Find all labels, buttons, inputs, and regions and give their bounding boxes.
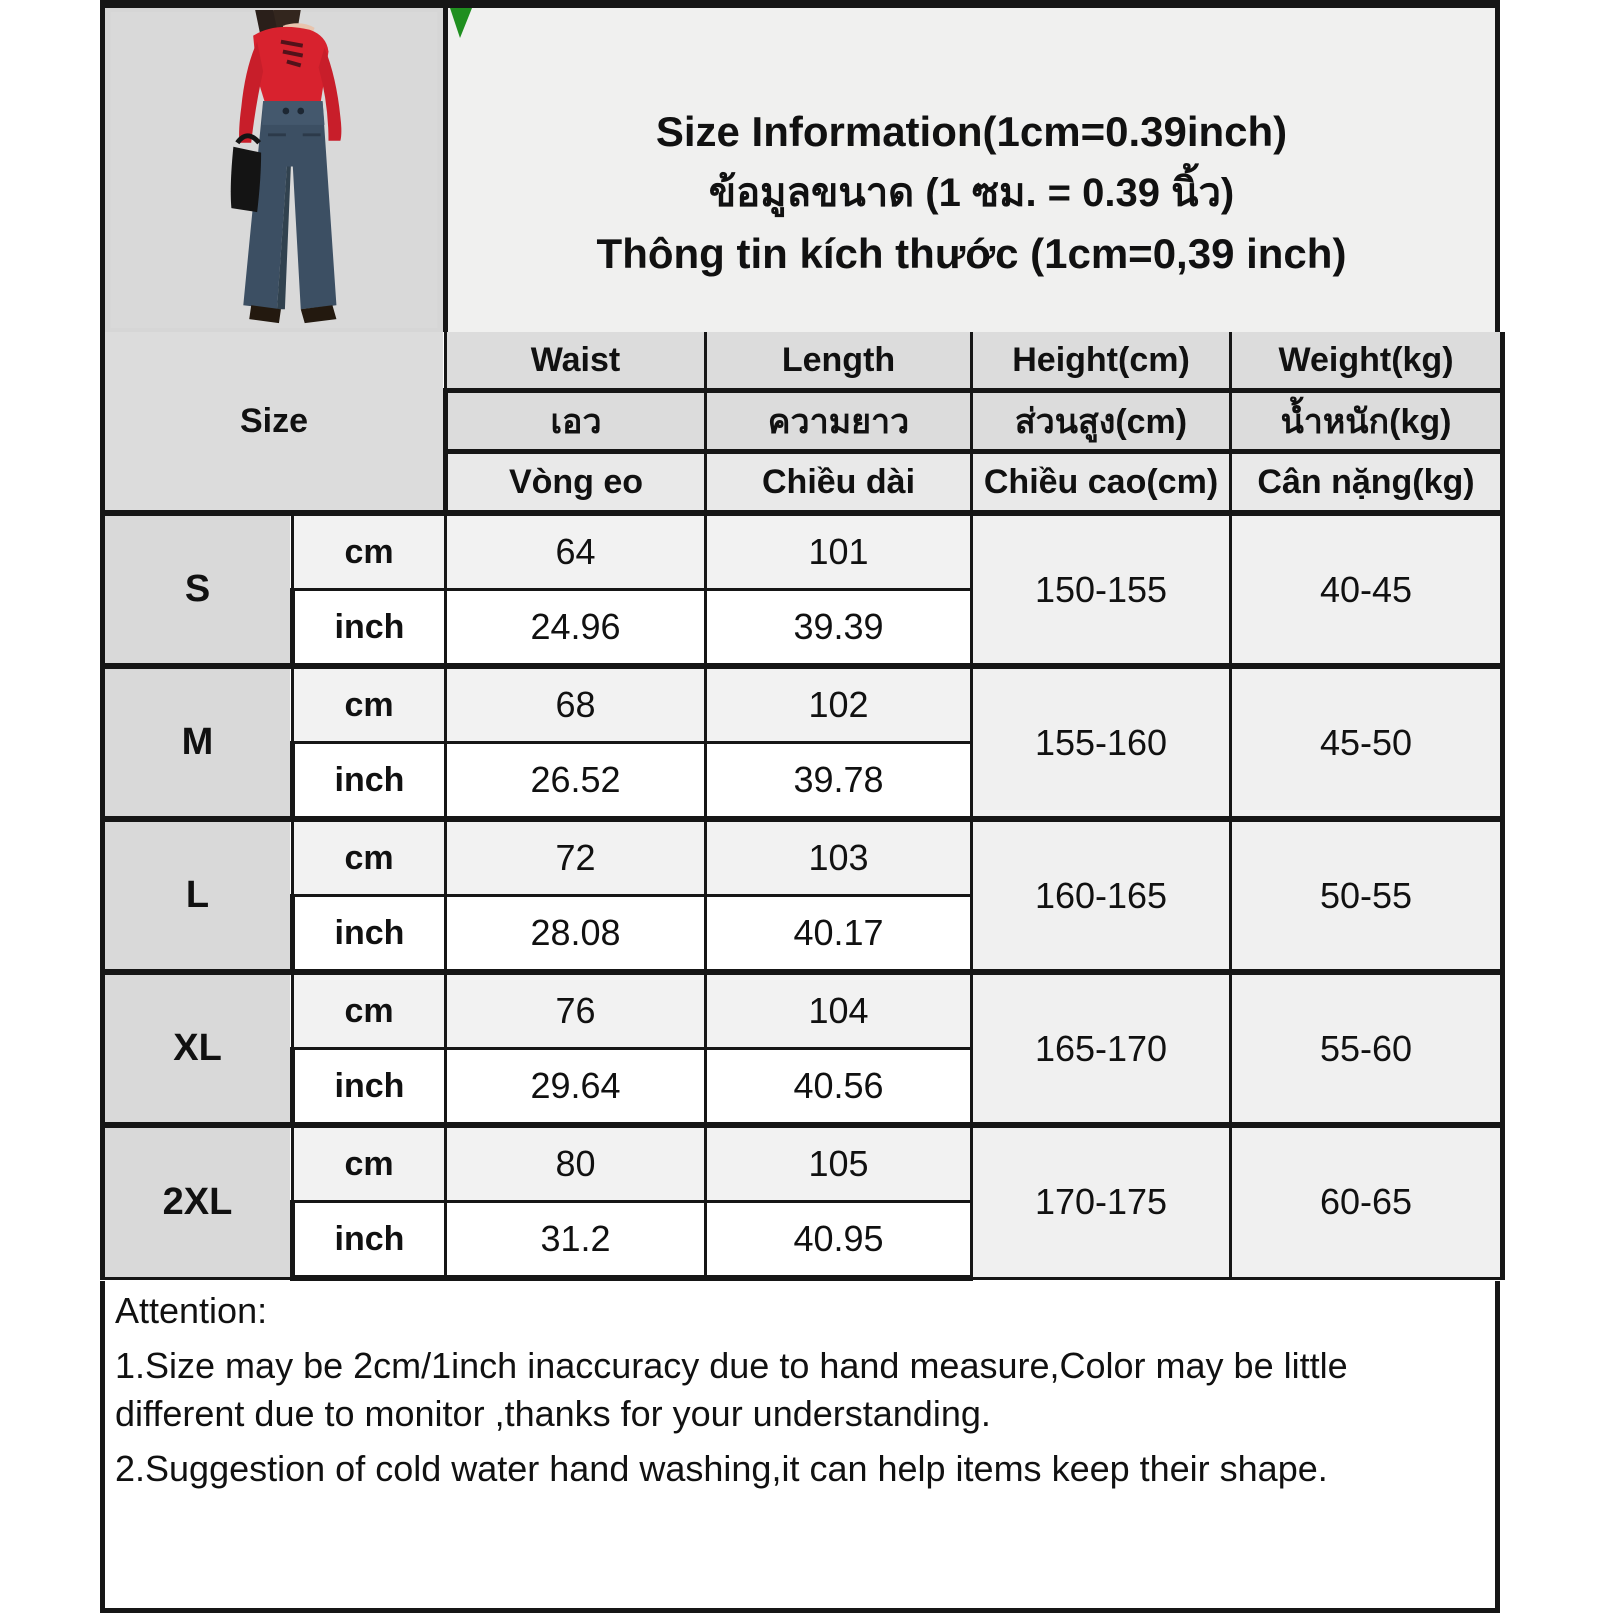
height-range-2xl: 170-175 [972, 1125, 1231, 1278]
col-header-height-vi: Chiều cao(cm) [972, 452, 1231, 514]
length-inch-2xl: 40.95 [706, 1202, 972, 1279]
waist-cm-s: 64 [446, 513, 706, 590]
waist-inch-l: 28.08 [446, 896, 706, 973]
waist-cm-l: 72 [446, 819, 706, 896]
attention-heading: Attention: [115, 1290, 268, 1331]
length-inch-s: 39.39 [706, 590, 972, 667]
title-thai: ข้อมูลขนาด (1 ซม. = 0.39 นิ้ว) [708, 171, 1235, 215]
size-label-2xl: 2XL [103, 1125, 293, 1278]
size-chart-page [100, 0, 1500, 1613]
length-cm-2xl: 105 [706, 1125, 972, 1202]
col-header-waist-vi: Vòng eo [446, 452, 706, 514]
waist-cm-2xl: 80 [446, 1125, 706, 1202]
col-header-length-vi: Chiều dài [706, 452, 972, 514]
table-row [103, 972, 1503, 1049]
waist-inch-m: 26.52 [446, 743, 706, 820]
title-english: Size Information(1cm=0.39inch) [655, 107, 1288, 155]
table-row [103, 819, 1503, 896]
col-header-waist-th: เอว [446, 391, 706, 452]
weight-range-2xl: 60-65 [1231, 1125, 1503, 1278]
height-range-s: 150-155 [972, 513, 1231, 666]
unit-label-cm: cm [293, 1125, 446, 1202]
title-vietnamese: Thông tin kích thước (1cm=0,39 inch) [596, 230, 1347, 277]
green-corner-icon [450, 8, 472, 38]
attention-note-1: 1.Size may be 2cm/1inch inaccuracy due to hand measure,Color may be little different due to monitor ,thanks for your understanding. [115, 1344, 1348, 1435]
waist-inch-xl: 29.64 [446, 1049, 706, 1126]
weight-range-xl: 55-60 [1231, 972, 1503, 1125]
weight-range-s: 40-45 [1231, 513, 1503, 666]
size-table [100, 332, 1505, 1281]
waist-inch-2xl: 31.2 [446, 1202, 706, 1279]
size-label-s: S [103, 513, 293, 666]
unit-label-cm: cm [293, 666, 446, 743]
height-range-l: 160-165 [972, 819, 1231, 972]
attention-note-2: 2.Suggestion of cold water hand washing,it can help items keep their shape. [115, 1447, 1328, 1489]
unit-label-cm: cm [293, 513, 446, 590]
col-header-length-th: ความยาว [706, 391, 972, 452]
col-header-length-en: Length [706, 332, 972, 391]
table-row [103, 666, 1503, 743]
unit-label-cm: cm [293, 819, 446, 896]
weight-range-l: 50-55 [1231, 819, 1503, 972]
length-cm-xl: 104 [706, 972, 972, 1049]
waist-inch-s: 24.96 [446, 590, 706, 667]
waist-cm-m: 68 [446, 666, 706, 743]
col-header-height-en: Height(cm) [972, 332, 1231, 391]
col-header-height-th: ส่วนสูง(cm) [972, 391, 1231, 452]
col-header-weight-en: Weight(kg) [1231, 332, 1503, 391]
model-illustration [105, 8, 443, 332]
length-cm-m: 102 [706, 666, 972, 743]
unit-label-inch: inch [293, 896, 446, 973]
table-row [103, 513, 1503, 590]
col-header-weight-vi: Cân nặng(kg) [1231, 452, 1503, 514]
unit-label-cm: cm [293, 972, 446, 1049]
col-header-weight-th: น้ำหนัก(kg) [1231, 391, 1503, 452]
height-range-m: 155-160 [972, 666, 1231, 819]
length-inch-m: 39.78 [706, 743, 972, 820]
attention-section [100, 1281, 1500, 1613]
size-label-m: M [103, 666, 293, 819]
col-header-waist-en: Waist [446, 332, 706, 391]
size-label-xl: XL [103, 972, 293, 1125]
size-header-cell: Size [103, 332, 446, 513]
product-photo [105, 8, 448, 332]
unit-label-inch: inch [293, 1202, 446, 1279]
length-cm-l: 103 [706, 819, 972, 896]
waist-cm-xl: 76 [446, 972, 706, 1049]
height-range-xl: 165-170 [972, 972, 1231, 1125]
unit-label-inch: inch [293, 1049, 446, 1126]
length-cm-s: 101 [706, 513, 972, 590]
length-inch-xl: 40.56 [706, 1049, 972, 1126]
size-label-l: L [103, 819, 293, 972]
top-section [100, 0, 1500, 332]
unit-label-inch: inch [293, 590, 446, 667]
table-row [103, 1125, 1503, 1202]
header-row-english [103, 332, 1503, 391]
length-inch-l: 40.17 [706, 896, 972, 973]
weight-range-m: 45-50 [1231, 666, 1503, 819]
title-panel [448, 8, 1495, 332]
unit-label-inch: inch [293, 743, 446, 820]
